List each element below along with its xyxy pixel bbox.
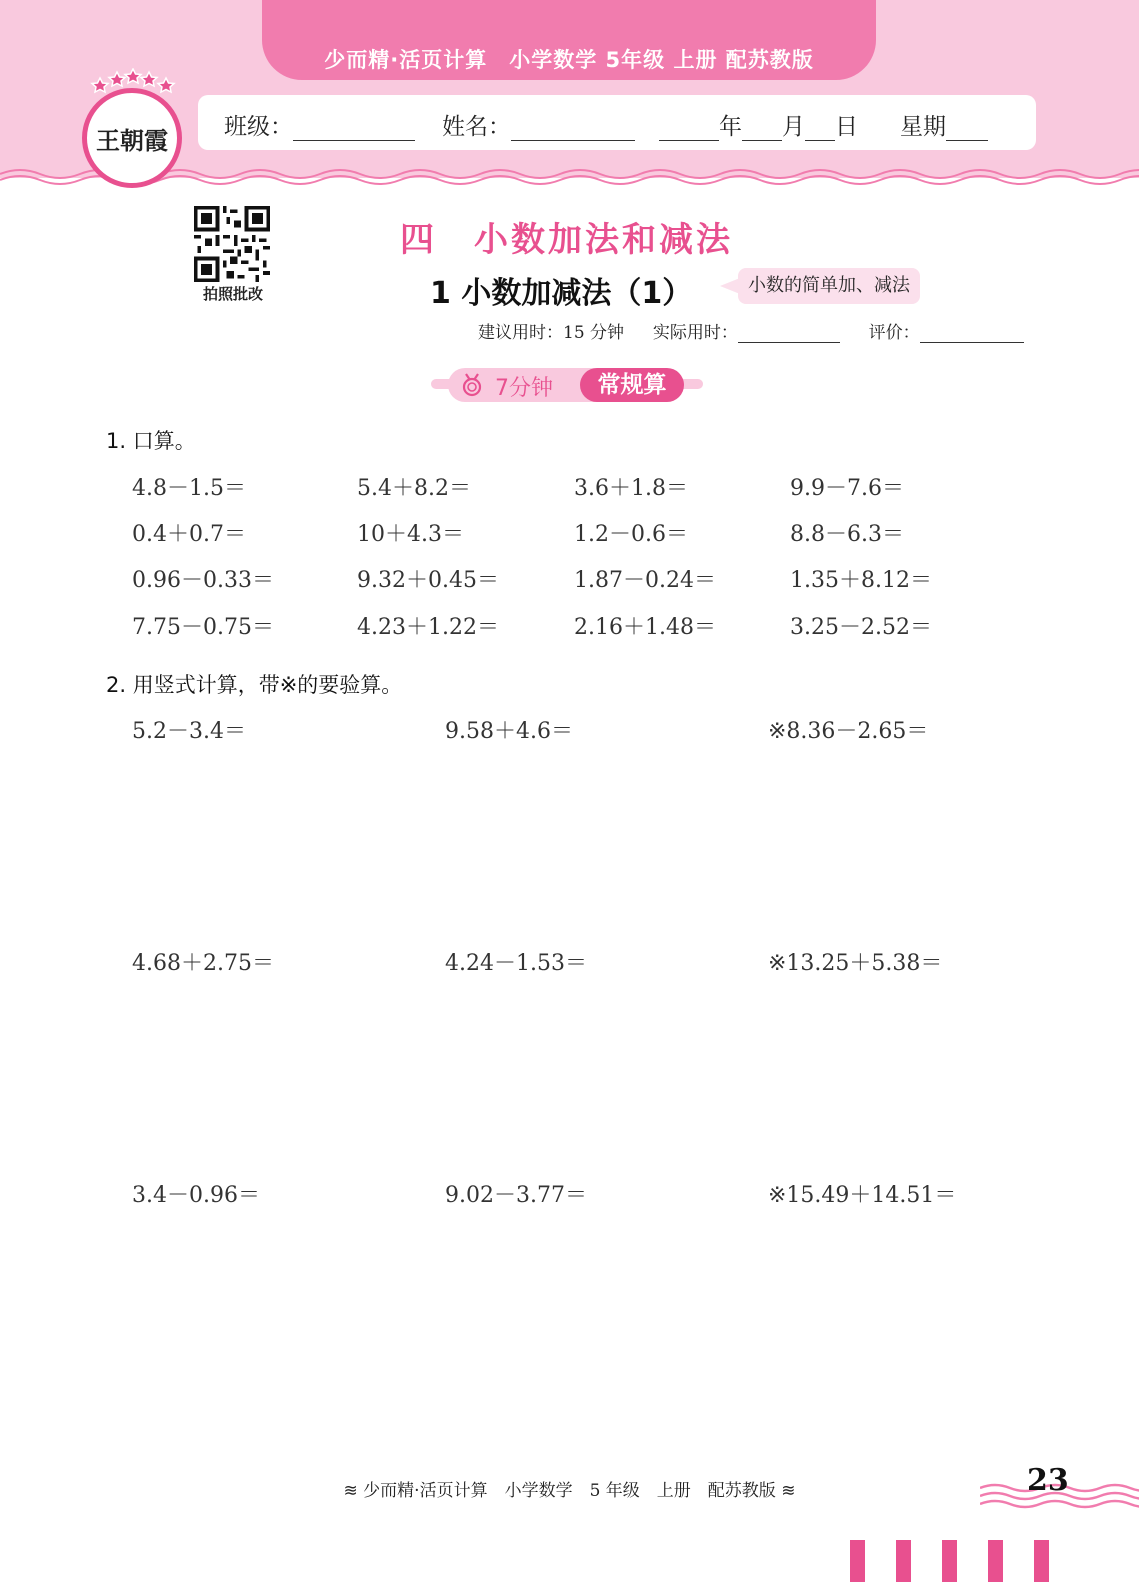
page-number: 23 [1027,1463,1069,1498]
star-crown-icon [90,68,176,96]
month-blank[interactable] [742,118,782,141]
year-blank[interactable] [659,118,719,141]
speech-pointer-icon [720,278,740,294]
actual-time-label: 实际用时： [652,323,738,343]
q2-expression: 3.4－0.96＝ [132,1183,260,1208]
q1-expression: 9.32＋0.45＝ [357,568,499,593]
q2-expression: ※8.36－2.65＝ [768,719,929,744]
q1-expression: 8.8－6.3＝ [790,522,904,547]
time-info [478,318,1024,343]
medal-icon [460,372,484,398]
q1-title: 1. 口算。 [106,429,196,453]
q2-expression: 9.58＋4.6＝ [445,719,573,744]
q1-expression: 9.9－7.6＝ [790,476,904,501]
q1-expression: 3.6＋1.8＝ [574,476,688,501]
q1-expression: 4.23＋1.22＝ [357,615,499,640]
qr-code-icon[interactable] [194,206,270,282]
year-label: 年 [719,114,742,140]
topic-badge: 小数的简单加、减法 [738,268,920,304]
name-blank[interactable] [511,118,635,141]
q1-expression: 5.4＋8.2＝ [357,476,471,501]
q2-expression: ※15.49＋14.51＝ [768,1183,957,1208]
weekday-label: 星期 [900,114,946,140]
q2-title: 2. 用竖式计算，带※的要验算。 [106,673,403,697]
weekday-blank[interactable] [946,118,988,141]
q1-expression: 4.8－1.5＝ [132,476,246,501]
q1-expression: 0.96－0.33＝ [132,568,274,593]
qr-label: 拍照批改 [202,285,263,303]
q1-expression: 1.2－0.6＝ [574,522,688,547]
q1-expression: 1.87－0.24＝ [574,568,716,593]
logo-text: 王朝霞 [96,126,168,155]
q1-expression: 1.35＋8.12＝ [790,568,932,593]
q1-expression: 2.16＋1.48＝ [574,615,716,640]
q2-expression: ※13.25＋5.38＝ [768,951,943,976]
day-label: 日 [835,114,858,140]
q2-expression: 9.02－3.77＝ [445,1183,587,1208]
day-blank[interactable] [805,118,835,141]
unit-title: 四 小数加法和减法 [400,220,733,260]
actual-time-blank[interactable] [738,324,840,343]
section-time: 7分钟 [495,376,553,401]
footer-text: ≋ 少而精·活页计算 小学数学 5 年级 上册 配苏教版 ≋ [343,1481,796,1501]
q2-expression: 5.2－3.4＝ [132,719,246,744]
decor-stripe [942,1540,957,1582]
month-label: 月 [782,114,805,140]
brand-logo [82,88,182,188]
decor-stripe [1034,1540,1049,1582]
date-field [659,108,988,141]
suggested-time: 建议用时：15 分钟 [478,323,625,343]
q1-expression: 10＋4.3＝ [357,522,464,547]
decor-stripe [896,1540,911,1582]
name-label: 姓名： [442,114,511,140]
lesson-title: 1 小数加减法（1） [430,276,693,311]
series-title: 少而精·活页计算 小学数学 5年级 上册 配苏教版 [324,48,814,72]
q2-expression: 4.24－1.53＝ [445,951,587,976]
q1-expression: 3.25－2.52＝ [790,615,932,640]
class-field [224,108,415,141]
decor-stripe [850,1540,865,1582]
rating-blank[interactable] [920,324,1024,343]
class-blank[interactable] [293,118,415,141]
q2-expression: 4.68＋2.75＝ [132,951,274,976]
decor-stripe [988,1540,1003,1582]
name-field [442,108,635,141]
section-category: 常规算 [580,368,684,402]
rating-label: 评价： [868,323,920,343]
q1-expression: 7.75－0.75＝ [132,615,274,640]
q1-expression: 0.4＋0.7＝ [132,522,246,547]
class-label: 班级： [224,114,293,140]
